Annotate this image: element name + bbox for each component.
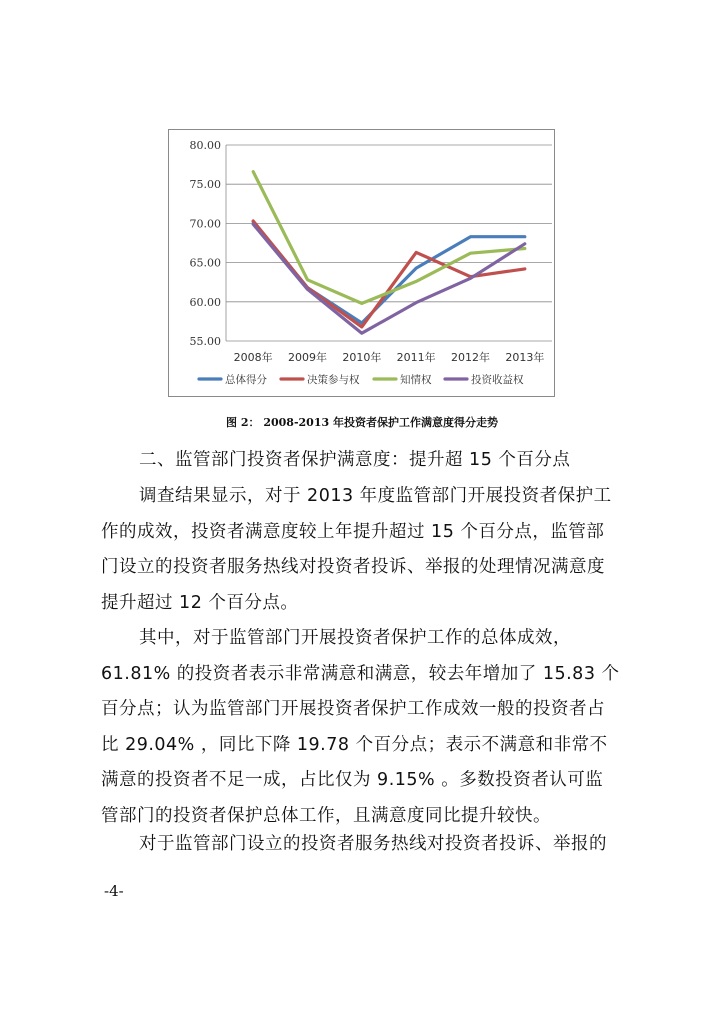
y-tick-label: 75.00: [189, 178, 221, 192]
paragraph-line: 61.81% 的投资者表示非常满意和满意，较去年增加了 15.83 个: [101, 663, 620, 684]
paragraph-line: 其中，对于监管部门开展投资者保护工作的总体成效，: [139, 628, 571, 648]
x-tick-label: 2013年: [505, 351, 545, 364]
line-chart: [168, 129, 555, 397]
legend-label: 投资收益权: [471, 374, 524, 386]
x-tick-label: 2010年: [342, 351, 382, 364]
paragraph-line: 调查结果显示，对于 2013 年度监管部门开展投资者保护工: [139, 486, 612, 506]
x-tick-label: 2008年: [233, 351, 273, 364]
section-heading-block: [101, 443, 631, 479]
x-tick-label: 2012年: [451, 351, 490, 364]
paragraph-3: [101, 827, 631, 863]
paragraph-line: 比 29.04% ，同比下降 19.78 个百分点；表示不满意和非常不: [101, 734, 608, 755]
x-tick-label: 2009年: [288, 351, 327, 364]
chart-svg: [169, 130, 556, 398]
section-heading: 二、监管部门投资者保护满意度：提升超 15 个百分点: [139, 450, 571, 470]
paragraph-line: 提升超过 12 个百分点。: [101, 592, 299, 613]
legend-label: 总体得分: [225, 374, 267, 386]
legend-label: 知情权: [400, 374, 432, 386]
legend-label: 决策参与权: [307, 374, 360, 386]
paragraph-1: [101, 479, 631, 621]
y-tick-label: 70.00: [189, 217, 221, 231]
paragraph-2: [101, 621, 631, 835]
y-tick-label: 80.00: [189, 139, 221, 152]
paragraph-line: 管部门的投资者保护总体工作，且满意度同比提升较快。: [101, 805, 551, 826]
paragraph-line: 满意的投资者不足一成，占比仅为 9.15% 。多数投资者认可监: [101, 770, 604, 791]
paragraph-line: 百分点；认为监管部门开展投资者保护工作成效一般的投资者占: [101, 699, 605, 720]
x-tick-label: 2011年: [396, 351, 436, 364]
paragraph-line: 作的成效，投资者满意度较上年提升超过 15 个百分点，监管部: [101, 521, 605, 542]
y-tick-label: 55.00: [189, 335, 221, 348]
page-number: -4-: [104, 882, 124, 900]
paragraph-line: 门设立的投资者服务热线对投资者投诉、举报的处理情况满意度: [101, 557, 605, 578]
figure-caption: 图 2： 2008-2013 年投资者保护工作满意度得分走势: [226, 416, 498, 429]
series-line: [253, 224, 525, 333]
paragraph-line: 对于监管部门设立的投资者服务热线对投资者投诉、举报的: [139, 834, 607, 854]
y-tick-label: 60.00: [189, 295, 221, 309]
y-tick-label: 65.00: [189, 256, 221, 270]
